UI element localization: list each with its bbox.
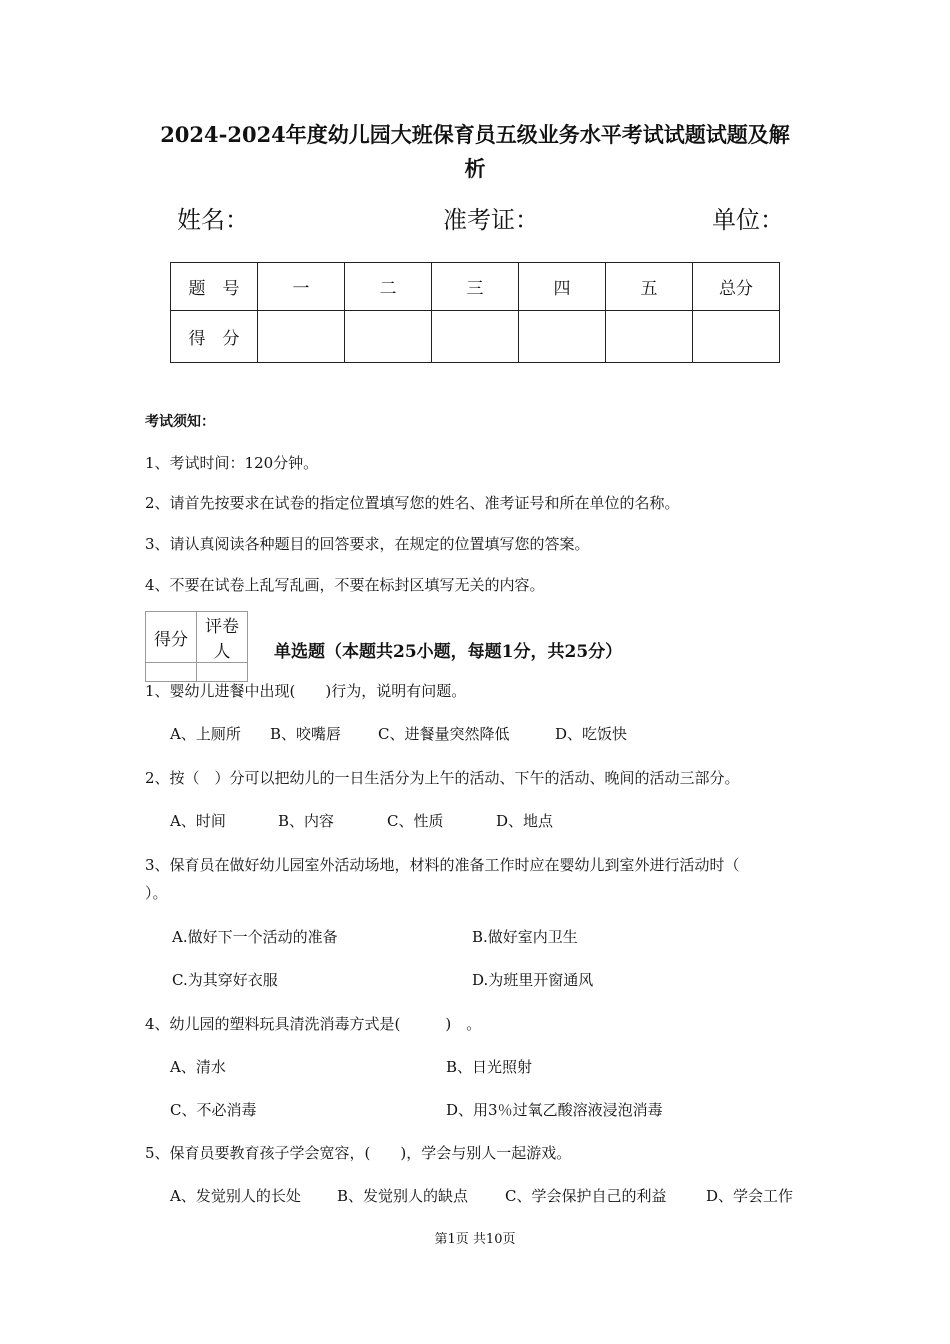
score-header-cell: 五: [606, 263, 693, 311]
exam-id-field-label: 准考证：: [443, 206, 539, 234]
score-input-cell[interactable]: [693, 311, 780, 363]
question-stem: 5、保育员要教育孩子学会宽容，( )，学会与别人一起游戏。: [145, 1144, 572, 1162]
section-heading: 单选题（本题共25小题，每题1分，共25分）: [274, 642, 623, 662]
notice-item: 1、考试时间：120分钟。: [145, 454, 319, 472]
score-table-score-row: [171, 311, 780, 363]
score-header-cell: 四: [519, 263, 606, 311]
question-option[interactable]: D、学会工作: [706, 1187, 794, 1205]
notice-item: 4、不要在试卷上乱写乱画，不要在标封区填写无关的内容。: [145, 576, 545, 594]
score-header-cell: 题 号: [171, 263, 258, 311]
score-header-cell: 三: [432, 263, 519, 311]
question-option[interactable]: B、内容: [278, 812, 335, 830]
grader-score-cell[interactable]: [146, 663, 197, 682]
question-option[interactable]: C、不必消毒: [170, 1101, 257, 1119]
question-option[interactable]: A、发觉别人的长处: [170, 1187, 301, 1205]
score-table-header-row: [171, 263, 780, 311]
question-option[interactable]: D、用3％过氧乙酸溶液浸泡消毒: [446, 1101, 663, 1119]
grader-score-label: 得分: [146, 612, 197, 663]
question-option[interactable]: C.为其穿好衣服: [172, 971, 278, 989]
question-stem: 3、保育员在做好幼儿园室外活动场地，材料的准备工作时应在婴幼儿到室外进行活动时（: [145, 856, 740, 874]
question-option[interactable]: C、性质: [387, 812, 444, 830]
score-header-cell: 一: [258, 263, 345, 311]
title-line-1: 2024-2024年度幼儿园大班保育员五级业务水平考试试题试题及解: [160, 122, 790, 147]
document-title: [120, 118, 830, 186]
title-line-2: 析: [464, 156, 486, 181]
question-option[interactable]: A、上厕所: [170, 725, 241, 743]
question-stem: 2、按（ ）分可以把幼儿的一日生活分为上午的活动、下午的活动、晚间的活动三部分。: [145, 769, 740, 787]
score-table: [170, 262, 780, 363]
question-option[interactable]: D.为班里开窗通风: [472, 971, 594, 989]
name-field-label: 姓名：: [177, 206, 249, 234]
score-row-label: 得 分: [171, 311, 258, 363]
question-option[interactable]: B、发觉别人的缺点: [337, 1187, 469, 1205]
score-input-cell[interactable]: [519, 311, 606, 363]
question-stem-continued: ）。: [145, 884, 168, 902]
unit-field-label: 单位：: [712, 206, 784, 234]
score-header-cell: 二: [345, 263, 432, 311]
score-header-cell: 总分: [693, 263, 780, 311]
notice-item: 3、请认真阅读各种题目的回答要求，在规定的位置填写您的答案。: [145, 535, 590, 553]
question-option[interactable]: C、学会保护自己的利益: [505, 1187, 667, 1205]
score-input-cell[interactable]: [606, 311, 693, 363]
page-footer: 第1页 共10页: [434, 1232, 516, 1247]
question-option[interactable]: B、日光照射: [446, 1058, 533, 1076]
grader-name-label: 评卷人: [197, 612, 248, 663]
score-input-cell[interactable]: [432, 311, 519, 363]
notice-item: 2、请首先按要求在试卷的指定位置填写您的姓名、准考证号和所在单位的名称。: [145, 494, 680, 512]
question-option[interactable]: D、吃饭快: [555, 725, 628, 743]
question-option[interactable]: C、进餐量突然降低: [378, 725, 510, 743]
grader-name-cell[interactable]: [197, 663, 248, 682]
question-option[interactable]: B、咬嘴唇: [270, 725, 342, 743]
question-option[interactable]: A、清水: [170, 1058, 226, 1076]
notice-heading: 考试须知：: [145, 414, 215, 430]
question-option[interactable]: D、地点: [496, 812, 554, 830]
question-stem: 4、幼儿园的塑料玩具清洗消毒方式是( ) 。: [145, 1015, 482, 1033]
score-input-cell[interactable]: [345, 311, 432, 363]
question-option[interactable]: A.做好下一个活动的准备: [172, 928, 338, 946]
score-input-cell[interactable]: [258, 311, 345, 363]
question-option[interactable]: B.做好室内卫生: [472, 928, 578, 946]
question-option[interactable]: A、时间: [170, 812, 226, 830]
grader-table: [145, 611, 248, 682]
question-stem: 1、婴幼儿进餐中出现( )行为，说明有问题。: [145, 682, 467, 700]
